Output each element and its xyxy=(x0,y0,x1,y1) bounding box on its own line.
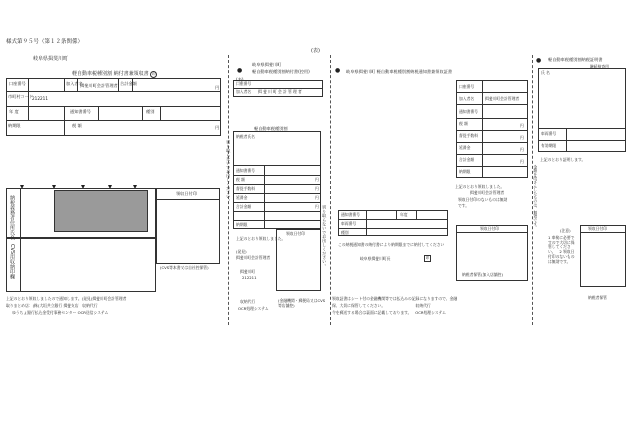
panel3-bottom-3: 令を郵送する場合は裏面に記載しております。 OCR処理システム xyxy=(332,310,446,315)
panel2-total-label: 合計金額 xyxy=(236,204,252,209)
panel5-notes: 1 車検に必要ですので大切に保管してください。 2 領収日付印のないものは無効です。 xyxy=(548,235,575,264)
panel5-vehicle-no-label: 車両番号 xyxy=(541,131,557,136)
panel4-stamp-note-2: です。 xyxy=(458,203,470,208)
panel1-deadline-label: 納期限 xyxy=(8,123,21,128)
panel2-notice-no-label: 通知書番号 xyxy=(236,168,255,173)
panel1-cvs-note: (CVS等本書又は自社控保管) xyxy=(160,265,209,270)
panel1-cvs-box xyxy=(6,238,156,292)
panel4-delay-fee-label: 督促手数料 xyxy=(459,133,478,138)
panel2-deadline-label: 納期限 xyxy=(236,222,248,227)
panel2-receipt-label: 領収日付印 xyxy=(286,231,305,236)
panel4-receipt-label: 領収日付印 xyxy=(480,226,499,231)
panel3-bottom-2: 保、大切に保管してください。 収納代行 xyxy=(332,303,431,308)
panel3-notice-no-label: 通知書番号 xyxy=(341,212,360,217)
panel4-account-no-label: 口座番号 xyxy=(459,84,475,89)
panel5-bullet: ● xyxy=(536,57,542,64)
panel5-subtitle: 継続検査用 xyxy=(590,64,609,69)
panel2-account-value: 揖 斐 川 町 会 計 管 理 者 xyxy=(258,89,302,94)
panel4-delinquency-label: 延滞金 xyxy=(459,145,471,150)
panel1-account-value: 揖斐川町会計管理者 xyxy=(80,83,118,88)
panel2-delinquency-label: 延滞金 xyxy=(236,195,248,200)
panel5-validity-label: 有効期限 xyxy=(541,143,557,148)
panel1-municipality-code-label: 市町村コード xyxy=(8,94,34,99)
panel1-account-label: 加入者名 xyxy=(66,81,83,86)
panel4-vertical-note: 金額を改ざんしたものは、無効です。 xyxy=(533,165,539,230)
panel1-class-label: 種別 xyxy=(146,109,155,114)
panel2-bottom-note: (金融機関・郵便局又はCVS等店舗控) xyxy=(278,298,326,308)
panel2-bullet: ● xyxy=(237,67,243,74)
panel2-taxpayer-label: 納税者氏名 xyxy=(236,134,255,139)
panel3-mayor: 岐阜県揖斐川町長 xyxy=(360,256,391,261)
panel4-main-box xyxy=(456,80,528,178)
panel5-title: 軽自動車税種別割納税証明書 xyxy=(548,57,603,62)
panel2-main-box xyxy=(233,131,321,229)
perforation-line xyxy=(532,55,533,325)
panel4-yen-3: 円 xyxy=(520,147,524,152)
panel1-title-text: 軽自動車税種別割 納付書兼領収書 xyxy=(72,71,149,77)
panel2-delay-fee-label: 督促手数料 xyxy=(236,186,255,191)
panel2-vertical-note: 切り取らないでお出しください。 xyxy=(226,140,232,203)
panel3-vertical-note: 切り取らないでお出しください。 xyxy=(322,205,328,268)
panel1-footer-2: 取りまとめ店：(株)大垣共立銀行 揖斐支店 収納代行 xyxy=(6,303,98,308)
seal-mark-icon: 印 xyxy=(151,72,156,76)
panel1-cvs-label: CVS用収納印欄 xyxy=(9,244,15,280)
panel2-treasurer: 揖斐川町会計管理者 xyxy=(236,255,271,260)
panel2-account-no-label: 口座番号 xyxy=(236,81,252,86)
panel5-note-label: (注意) xyxy=(560,228,571,233)
panel1-municipality-code-value: 212211 xyxy=(32,96,48,101)
panel2-service-2: OCR処理システム xyxy=(238,306,269,311)
panel1-yen-2: 円 xyxy=(215,125,220,130)
panel1-payer-label: 納税義務者住所氏名 xyxy=(9,195,15,240)
page-mark: (表) xyxy=(311,48,320,54)
panel4-yen-1: 円 xyxy=(520,123,524,128)
panel2-tax-label: 税 額 xyxy=(236,177,245,182)
panel3-title: 岐阜県揖斐川町 軽自動車税種別割納税通知書兼領収証書 xyxy=(346,69,453,74)
panel2-yen-1: 円 xyxy=(315,177,319,182)
panel3-year-label: 年度 xyxy=(400,212,408,217)
panel1-receipt-stamp-label: 領収日付印 xyxy=(176,191,197,196)
panel2-title-1: 岐阜県揖斐川町 xyxy=(252,62,282,67)
form-number: 様式第９５号（第１２条関係） xyxy=(6,39,84,45)
panel4-yen-4: 円 xyxy=(520,159,524,164)
panel3-class-label: 種別 xyxy=(341,230,349,235)
panel2-yen-4: 円 xyxy=(315,204,319,209)
panel1-title xyxy=(72,71,157,78)
panel1-total-label: 合計金額 xyxy=(120,81,137,86)
panel2-service-1: 収納代行 xyxy=(240,299,256,304)
panel4-received-text: 上記のとおり領収しました。 xyxy=(455,184,505,189)
panel5-receipt-box xyxy=(580,225,626,287)
panel1-account-no-label: 口座番号 xyxy=(9,81,26,86)
barcode-area xyxy=(54,190,148,232)
panel2-yen-2: 円 xyxy=(315,186,319,191)
panel1-footer-3: ゆうちょ銀行払込金受付事務センター OCR送信システム xyxy=(12,310,109,315)
panel3-notice-text: この納税通知書の納付書により納期限までに納付してください xyxy=(338,242,445,247)
panel5-holder-label: 納税者保管 xyxy=(588,295,607,300)
panel4-notice-no-label: 通知書番号 xyxy=(459,109,478,114)
panel2-header-title: 軽自動車税種別割 xyxy=(254,126,288,131)
panel2-collected-by: (発見) xyxy=(236,249,247,254)
panel4-store-label: 納税者保管(加入店舗控) xyxy=(462,272,503,277)
panel3-bottom-1: 領収証書はシート付の金融機関等では払込みの記録になりますので、金融 xyxy=(332,296,458,301)
panel5-name-label: 氏 名 xyxy=(541,70,550,75)
mayor-seal-icon: 印 xyxy=(425,256,430,260)
panel2-page-mark: (表) xyxy=(236,77,244,82)
panel1-footer-1: 上記のとおり領収しましたので通知します。(発見)揖斐川町会計管理者 xyxy=(6,296,127,301)
panel2-city-name: 揖斐川町 xyxy=(240,269,256,274)
panel3-vehicle-no-label: 車両番号 xyxy=(341,221,357,226)
panel1-tax-label: 税 額 xyxy=(72,123,82,128)
panel4-total-label: 合計金額 xyxy=(459,157,475,162)
perforation-line xyxy=(330,55,331,325)
panel1-yen-1: 円 xyxy=(215,85,220,90)
panel5-proof-text: 上記のとおり証明します。 xyxy=(540,157,586,162)
panel3-bullet: ● xyxy=(335,67,341,74)
panel4-yen-2: 円 xyxy=(520,135,524,140)
panel2-received-text: 上記のとおり領収しました。 xyxy=(236,236,286,241)
panel4-account-label: 加入者名 xyxy=(459,96,475,101)
panel1-year-label: 年 度 xyxy=(9,109,19,114)
panel4-account-value: 揖斐川町会計管理者 xyxy=(485,96,520,101)
panel2-receipt-box xyxy=(276,229,321,291)
panel1-pref-name: 岐阜県揖斐川町 xyxy=(33,56,69,62)
panel5-receipt-label: 領収日付印 xyxy=(588,226,607,231)
panel1-notice-no-label: 通知書番号 xyxy=(70,109,91,114)
panel4-stamp-note-1: 領収日付印のないものは無効 xyxy=(458,197,508,202)
panel2-title-2: 軽自動車税種別割納付書(控用) xyxy=(252,69,310,74)
panel4-tax-label: 税 額 xyxy=(459,121,468,126)
panel2-account-label: 加入者名 xyxy=(236,89,252,94)
panel4-deadline-label: 納期限 xyxy=(459,169,471,174)
panel2-yen-3: 円 xyxy=(315,195,319,200)
panel2-city-code: 212211 xyxy=(242,275,257,280)
panel4-treasurer: 揖斐川町会計管理者 xyxy=(470,190,505,195)
